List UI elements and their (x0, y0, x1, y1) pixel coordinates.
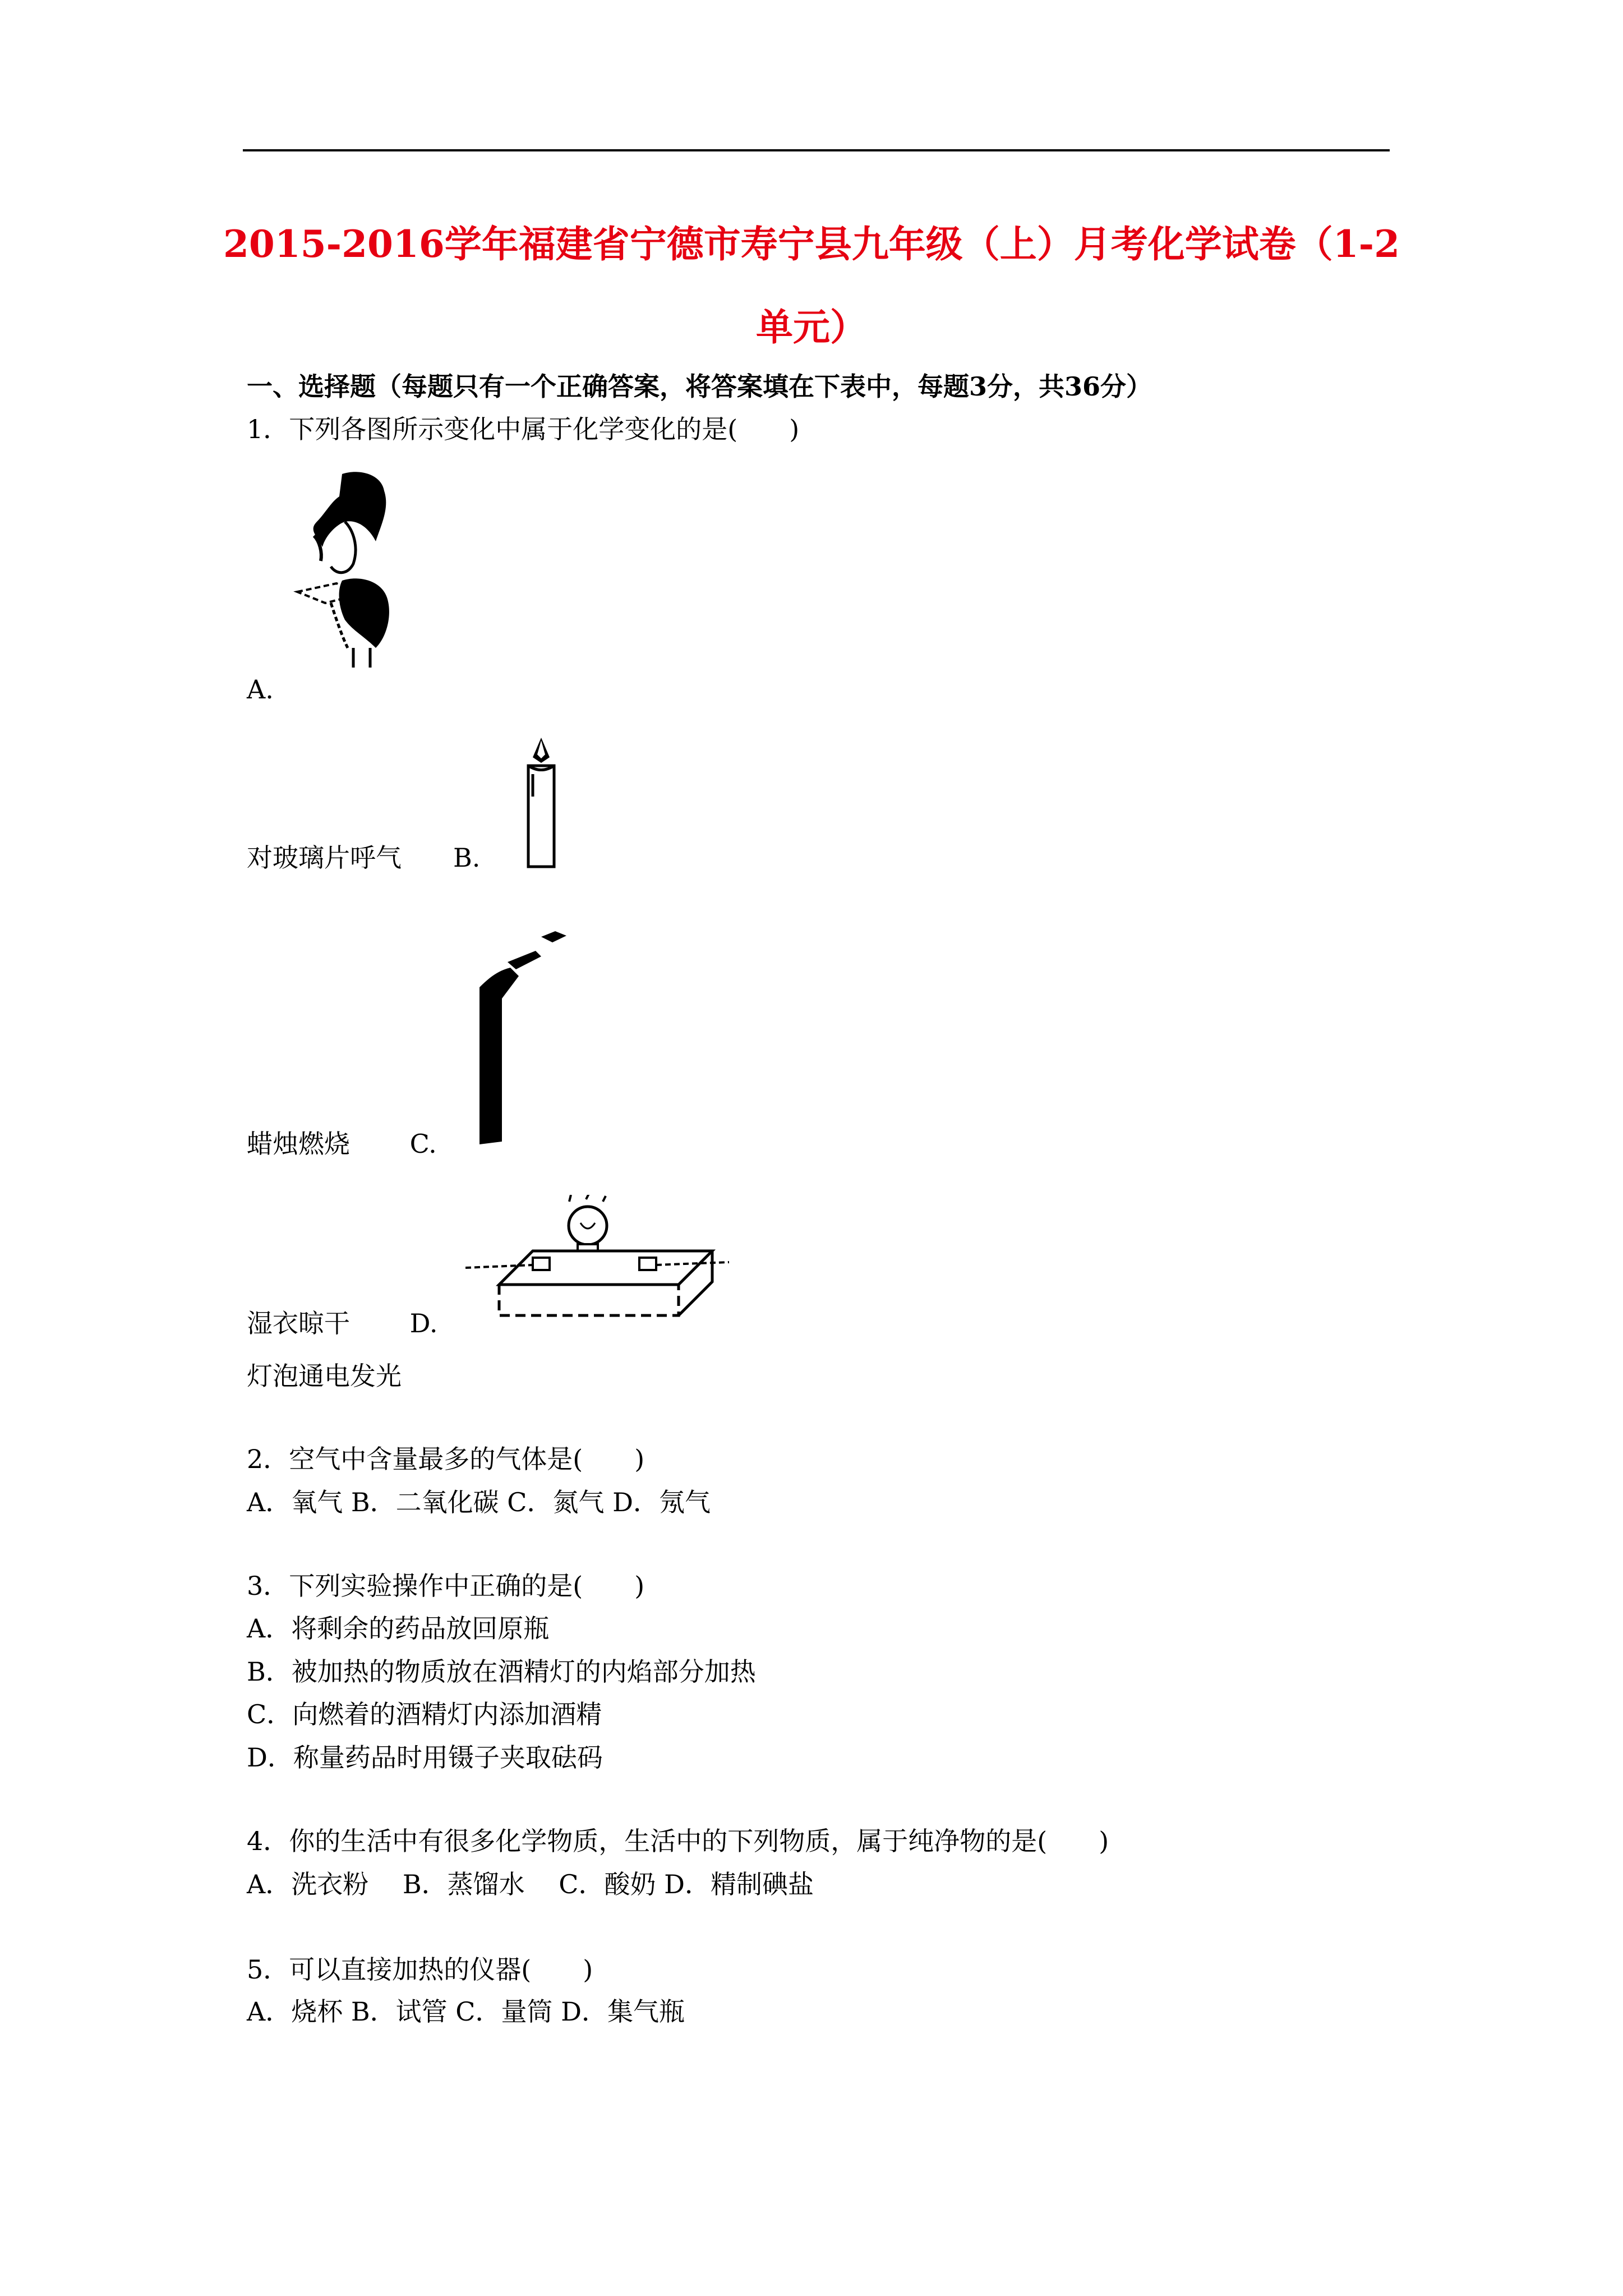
q4-stem: 4．你的生活中有很多化学物质，生活中的下列物质，属于纯净物的是( ) (247, 1826, 1109, 1856)
q1-option-a-label: A. (247, 674, 274, 705)
q3-option-b: B．被加热的物质放在酒精灯的内焰部分加热 (247, 1657, 756, 1687)
smoking-candle-image (457, 926, 586, 1150)
q1-line-b: 对玻璃片呼气 B. (247, 843, 481, 873)
q2-stem: 2．空气中含量最多的气体是( ) (247, 1444, 645, 1474)
section-heading: 一、选择题（每题只有一个正确答案，将答案填在下表中，每题3分，共36分） (247, 371, 1152, 402)
q3-option-d: D．称量药品时用镊子夹取砝码 (247, 1742, 603, 1773)
q1-stem: 1．下列各图所示变化中属于化学变化的是( ) (247, 414, 800, 444)
light-bulb-circuit-image (465, 1195, 735, 1341)
page-title-line2: 单元） (756, 305, 867, 349)
top-rule (243, 149, 1390, 151)
page-title-line1: 2015-2016学年福建省宁德市寿宁县九年级（上）月考化学试卷（1-2 (223, 222, 1400, 266)
q2-options: A．氧气 B．二氧化碳 C．氮气 D．氖气 (247, 1487, 711, 1517)
q1-line-d: 湿衣晾干 D. (247, 1308, 438, 1338)
q4-options: A．洗衣粉 B．蒸馏水 C．酸奶 D．精制碘盐 (247, 1869, 814, 1899)
q3-option-c: C．向燃着的酒精灯内添加酒精 (247, 1699, 602, 1729)
lit-candle-image (522, 735, 561, 869)
q3-stem: 3．下列实验操作中正确的是( ) (247, 1571, 645, 1601)
q1-option-d-caption: 灯泡通电发光 (247, 1361, 402, 1391)
q5-options: A．烧杯 B．试管 C．量筒 D．集气瓶 (247, 1996, 685, 2027)
q1-line-c: 蜡烛燃烧 C. (247, 1129, 437, 1159)
q5-stem: 5．可以直接加热的仪器( ) (247, 1954, 593, 1985)
person-breathing-on-glass-image (292, 468, 404, 676)
q3-option-a: A．将剩余的药品放回原瓶 (247, 1613, 550, 1644)
